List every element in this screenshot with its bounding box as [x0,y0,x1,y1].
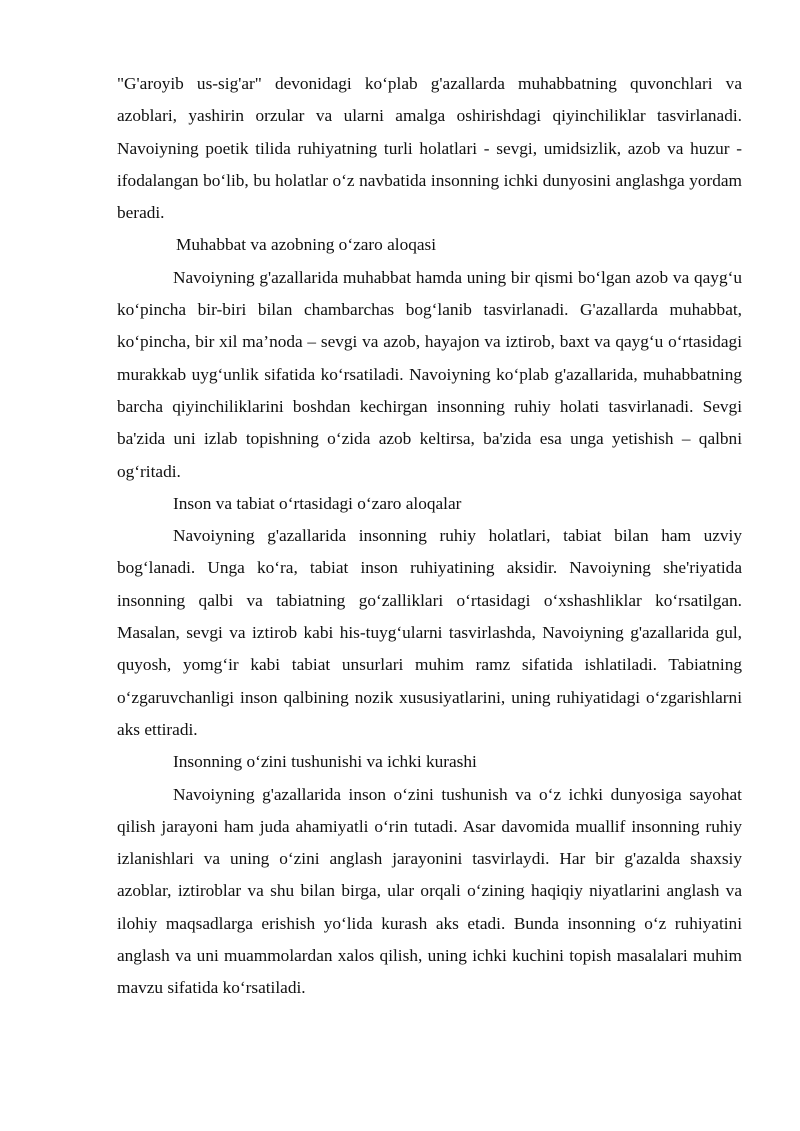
section-heading-man-nature: Inson va tabiat o‘rtasidagi o‘zaro aloqalar [173,493,462,513]
section-heading-love-suffering: Muhabbat va azobning o‘zaro aloqasi [176,235,437,255]
paragraph-love-suffering: Navoiyning g'azallarida muhabbat hamda uning bir qismi bo‘lgan azob va qayg‘u ko‘pincha bir-biri bilan chambarchas bog‘lanib tasvirlanadi. G'azallarda muhabbat, ko‘pincha, bir xil ma’noda – sevgi va azob, hayajon va iztirob, baxt va qayg‘u o‘rtasidagi murakkab uyg‘unlik sifatida ko‘rsatiladi. Navoiyning ko‘plab g'azallarida, muhabbatning barcha qiyinchiliklarini boshdan kechirgan insonning ruhiy holati tasvirlanadi. Sevgi ba'zida uni izlab topishning o‘zida azob keltirsa, ba'zida esa unga yetishish – qalbni og‘ritadi. [117,267,742,481]
document-page [117,68,742,1005]
paragraph-self-understanding: Navoiyning g'azallarida inson o‘zini tushunish va o‘z ichki dunyosiga sayohat qilish jarayoni ham juda ahamiyatli o‘rin tutadi. Asar davomida muallif insonning ruhiy izlanishlari va uning o‘zini anglash jarayonini tasvirlaydi. Har bir g'azalda shaxsiy azoblar, iztiroblar va shu bilan birga, ular orqali o‘zining haqiqiy niyatlarini anglash va ilohiy maqsadlarga erishish yo‘lida kurash aks etadi. Bunda insonning o‘z ruhiyatini anglash va uni muammolardan xalos qilish, uning ichki kuchini topish masalalari muhim mavzu sifatida ko‘rsatiladi. [117,784,742,998]
intro-paragraph: "G'aroyib us-sig'ar" devonidagi ko‘plab g'azallarda muhabbatning quvonchlari va azoblari, yashirin orzular va ularni amalga oshirishdagi qiyinchiliklar tasvirlanadi. Navoiyning poetik tilida ruhiyatning turli holatlari - sevgi, umidsizlik, azob va huzur - ifodalangan bo‘lib, bu holatlar o‘z navbatida insonning ichki dunyosini anglashga yordam beradi. [117,74,742,223]
paragraph-man-nature: Navoiyning g'azallarida insonning ruhiy holatlari, tabiat bilan ham uzviy bog‘lanadi. Unga ko‘ra, tabiat inson ruhiyatining aksidir. Navoiyning she'riyatida insonning qalbi va tabiatning go‘zalliklari o‘rtasidagi o‘xshashliklar ko‘rsatilgan. Masalan, sevgi va iztirob kabi his-tuyg‘ularni tasvirlashda, Navoiyning g'azallarida gul, quyosh, yomg‘ir kabi tabiat unsurlari muhim ramz sifatida ishlatiladi. Tabiatning o‘zgaruvchanligi inson qalbining nozik xususiyatlarini, uning ruhiyatidagi o‘zgarishlarni aks ettiradi. [117,526,742,739]
section-heading-self-understanding: Insonning o‘zini tushunishi va ichki kurashi [173,752,477,772]
